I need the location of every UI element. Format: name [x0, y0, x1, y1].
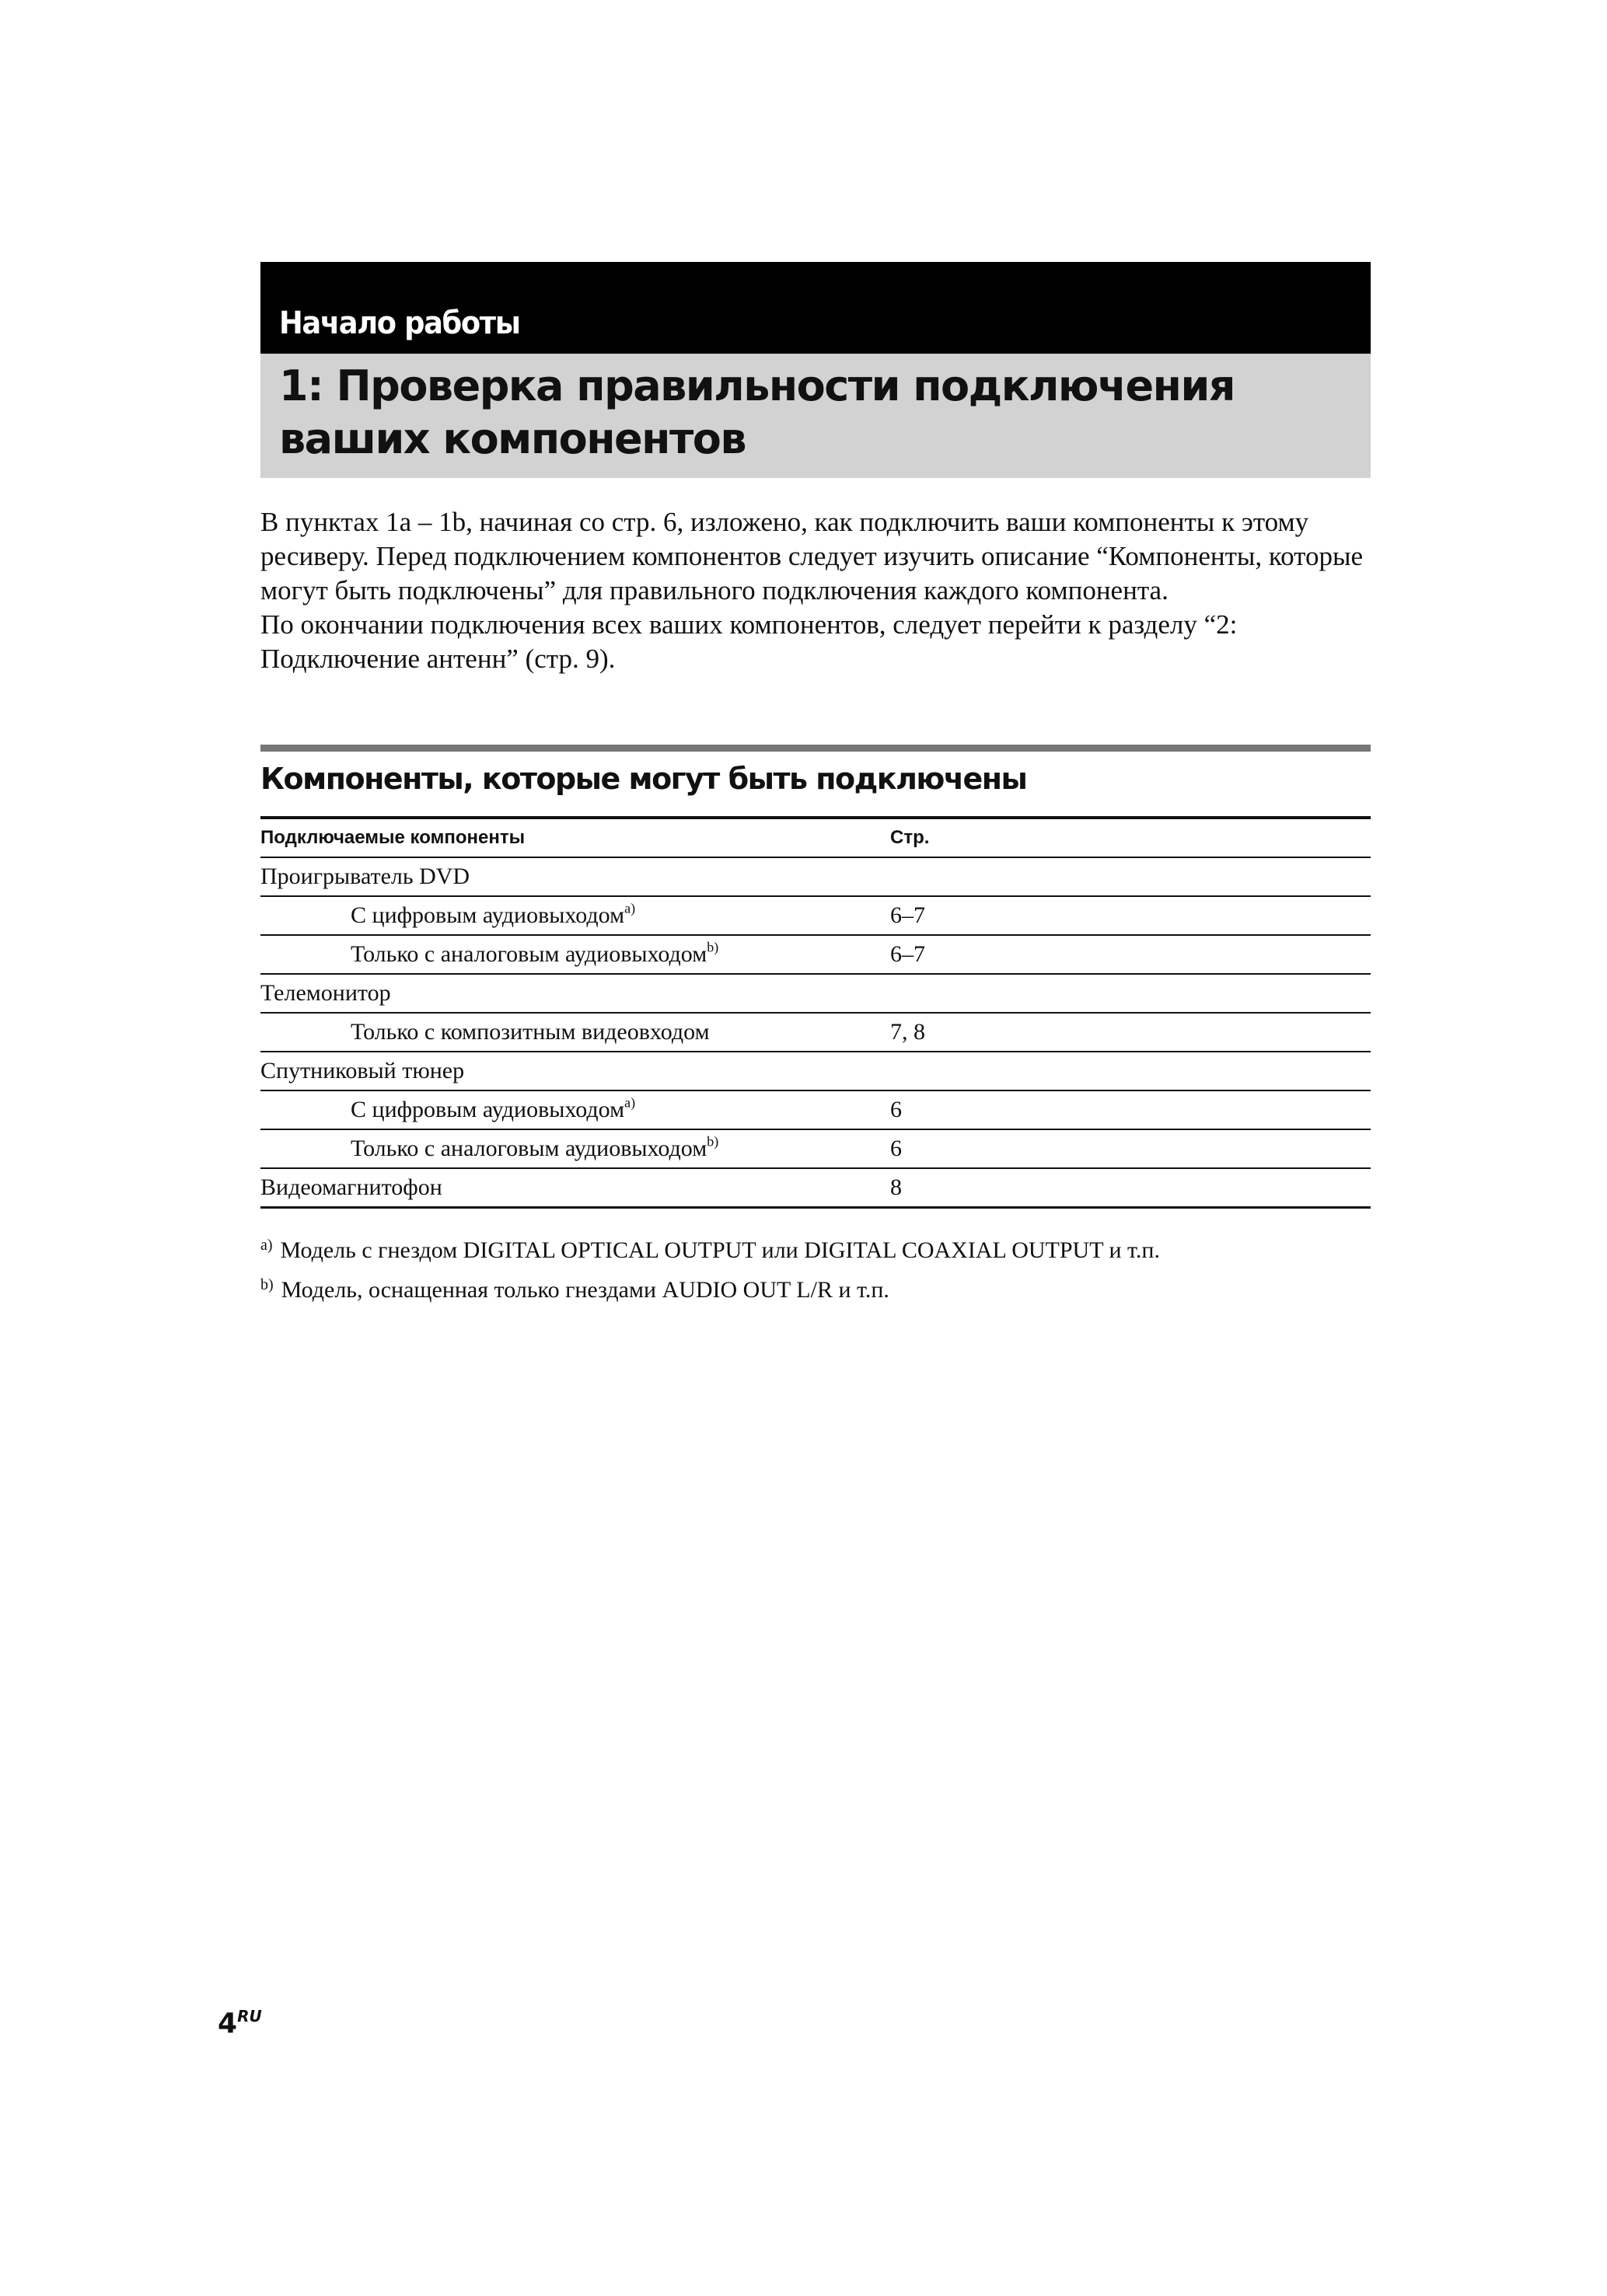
footnote-a [260, 1228, 1380, 1268]
section-bar [260, 262, 1371, 354]
subsection-rule [260, 745, 1371, 752]
footnote-b [260, 1268, 1380, 1307]
intro-text [260, 505, 1380, 676]
component-name: Спутниковый тюнер [260, 1052, 890, 1090]
footnote-ref: a) [624, 900, 636, 916]
components-table [260, 816, 1371, 1209]
column-header-page: Стр. [890, 818, 1371, 857]
chapter-title: 1: Проверка правильности подключения ваших компонентов [279, 361, 1235, 463]
component-page: 6 [890, 1090, 1371, 1129]
footnote-mark: b) [260, 1276, 274, 1293]
page-number-value: 4 [218, 2008, 238, 2040]
subsection-title: Компоненты, которые могут быть подключены [260, 762, 1027, 796]
component-name: С цифровым аудиовыходом$^{a)}$ [260, 896, 890, 935]
footnote-text: Модель, оснащенная только гнездами AUDIO OUT L/R и т.п. [281, 1277, 889, 1303]
page-language-code: RU [237, 2007, 262, 2026]
section-title: Начало работы [279, 305, 520, 341]
table-row [260, 935, 1371, 974]
table-row [260, 896, 1371, 935]
component-name: С цифровым аудиовыходом$^{a)}$ [260, 1090, 890, 1129]
component-name: Только с аналоговым аудиовыходом$^{b)}$ [260, 935, 890, 974]
component-page [890, 857, 1371, 896]
footnote-ref: b) [707, 939, 719, 955]
component-page: 7, 8 [890, 1013, 1371, 1052]
table-row [260, 1090, 1371, 1129]
component-name: Только с аналоговым аудиовыходом$^{b)}$ [260, 1129, 890, 1168]
component-name: Телемонитор [260, 974, 890, 1013]
table-row [260, 974, 1371, 1013]
table-row [260, 857, 1371, 896]
intro-paragraph-1: В пунктах 1a – 1b, начиная со стр. 6, изложено, как подключить ваши компоненты к этому ресиверу. Перед подключением компонентов следует изучить описание “Компоненты, которые могут быть подключены” для правильного подключения каждого компонента. [260, 507, 1364, 605]
footnote-mark: a) [260, 1237, 273, 1254]
footnote-text: Модель с гнездом DIGITAL OPTICAL OUTPUT или DIGITAL COAXIAL OUTPUT и т.п. [280, 1237, 1160, 1263]
table-header-row [260, 818, 1371, 857]
column-header-components: Подключаемые компоненты [260, 818, 890, 857]
component-page [890, 974, 1371, 1013]
component-page: 8 [890, 1168, 1371, 1208]
table-row [260, 1129, 1371, 1168]
component-page: 6–7 [890, 896, 1371, 935]
page-number [218, 2007, 262, 2040]
chapter-bar [260, 354, 1371, 478]
footnotes [260, 1228, 1380, 1307]
footnote-ref: a) [624, 1094, 636, 1111]
component-name: Только с композитным видеовходом [260, 1013, 890, 1052]
table-row [260, 1013, 1371, 1052]
intro-paragraph-2: По окончании подключения всех ваших компонентов, следует перейти к разделу “2: Подключение антенн” (стр. 9). [260, 609, 1238, 674]
component-page: 6–7 [890, 935, 1371, 974]
table-row [260, 1052, 1371, 1090]
table-row [260, 1168, 1371, 1208]
component-page: 6 [890, 1129, 1371, 1168]
footnote-ref: b) [707, 1133, 719, 1150]
component-name: Проигрыватель DVD [260, 857, 890, 896]
chapter-header [260, 262, 1371, 478]
component-page [890, 1052, 1371, 1090]
component-name: Видеомагнитофон [260, 1168, 890, 1208]
